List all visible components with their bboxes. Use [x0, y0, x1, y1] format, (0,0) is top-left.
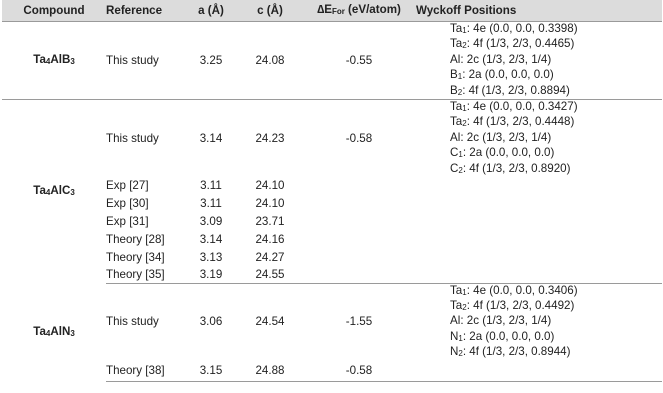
- compound-base: Ta: [33, 52, 46, 66]
- wyckoff-site-index: 2: [462, 302, 467, 312]
- wyckoff-line: [450, 115, 662, 130]
- wyckoff-element: Ta: [450, 283, 463, 297]
- formation-energy-cell: [302, 249, 416, 267]
- table-row: [2, 100, 662, 178]
- a-cell: 3.09: [199, 215, 223, 229]
- wyckoff-element: Al: [450, 52, 461, 66]
- wyckoff-element: B: [450, 68, 458, 82]
- wyckoff-position: : 4f (1/3, 2/3, 0.8894): [462, 83, 570, 97]
- wyckoff-line: [450, 330, 662, 345]
- wyckoff-position: : 2a (0.0, 0.0, 0.0): [462, 146, 555, 160]
- wyckoff-cell: [416, 361, 662, 382]
- wyckoff-position: : 4e (0.0, 0.0, 0.3427): [466, 100, 578, 114]
- wyckoff-site-index: 2: [457, 87, 463, 97]
- wyckoff-line: [450, 345, 662, 360]
- wyckoff-element: C: [450, 161, 459, 175]
- compound-sub-1: 4: [45, 187, 51, 197]
- header-compound: Compound: [2, 0, 106, 22]
- header-formation-energy: [302, 0, 416, 22]
- wyckoff-line: [450, 22, 662, 37]
- header-eform-sub: For: [331, 6, 345, 16]
- wyckoff-cell: [416, 22, 662, 100]
- lattice-parameters-table: [2, 0, 662, 382]
- wyckoff-line: [450, 146, 662, 161]
- wyckoff-site-index: 1: [458, 333, 463, 343]
- compound-mid: AlN: [50, 324, 71, 338]
- formation-energy-cell: [302, 231, 416, 249]
- wyckoff-site-index: 2: [458, 165, 463, 175]
- wyckoff-position: : 2c (1/3, 2/3, 1/4): [460, 314, 552, 328]
- formation-energy-cell: -0.58: [345, 131, 373, 145]
- wyckoff-position: : 4f (1/3, 2/3, 0.8920): [462, 161, 571, 175]
- header-wyckoff: Wyckoff Positions: [416, 0, 662, 22]
- a-cell: 3.19: [184, 267, 238, 283]
- wyckoff-site-index: 1: [462, 287, 467, 297]
- wyckoff-element: Ta: [450, 298, 463, 312]
- wyckoff-line: [450, 314, 662, 329]
- wyckoff-element: C: [450, 146, 459, 160]
- compound-base: Ta: [33, 324, 46, 338]
- table-header: [2, 0, 662, 22]
- wyckoff-cell: [416, 267, 662, 283]
- formation-energy-cell: -0.58: [302, 361, 416, 382]
- formation-energy-cell: [302, 267, 416, 283]
- compound-cell: [2, 283, 106, 382]
- a-cell: 3.11: [200, 197, 222, 211]
- compound-cell: [2, 22, 106, 100]
- wyckoff-position: : 4e (0.0, 0.0, 0.3406): [466, 283, 578, 297]
- wyckoff-site-index: 2: [458, 349, 463, 359]
- wyckoff-line: [450, 131, 662, 146]
- table-body: [2, 22, 662, 382]
- wyckoff-cell: [416, 213, 662, 231]
- wyckoff-element: Ta: [450, 37, 463, 51]
- wyckoff-line: [450, 68, 662, 83]
- wyckoff-cell: [416, 100, 662, 178]
- compound-mid: AlC: [50, 183, 71, 197]
- wyckoff-element: B: [450, 83, 458, 97]
- header-row: [2, 0, 662, 22]
- reference-cell: Exp [27]: [106, 179, 149, 193]
- compound-base: Ta: [33, 183, 46, 197]
- wyckoff-position: : 2c (1/3, 2/3, 1/4): [460, 52, 552, 66]
- compound-sub-2: 3: [70, 187, 75, 197]
- wyckoff-element: N: [450, 345, 459, 359]
- wyckoff-element: Al: [450, 314, 461, 328]
- wyckoff-element: N: [450, 329, 459, 343]
- formation-energy-cell: -0.55: [302, 22, 416, 100]
- header-eform-unit: (eV/atom): [344, 2, 401, 16]
- wyckoff-line: [450, 299, 662, 314]
- wyckoff-position: : 4f (1/3, 2/3, 0.4492): [466, 298, 575, 312]
- formation-energy-cell: [302, 213, 416, 231]
- wyckoff-element: Ta: [450, 100, 463, 114]
- wyckoff-element: Al: [450, 130, 461, 144]
- c-cell: 24.16: [255, 233, 285, 247]
- wyckoff-line: [450, 284, 662, 299]
- reference-cell: This study: [106, 22, 184, 100]
- compound-sub-1: 4: [45, 328, 51, 338]
- wyckoff-position: : 2a (0.0, 0.0, 0.0): [462, 329, 555, 343]
- c-cell: 24.10: [255, 179, 285, 193]
- c-cell: 24.88: [238, 361, 302, 382]
- wyckoff-position: : 4f (1/3, 2/3, 0.4448): [466, 115, 575, 129]
- compound-cell: [2, 100, 106, 284]
- wyckoff-position: : 4e (0.0, 0.0, 0.3398): [466, 22, 578, 35]
- wyckoff-cell: [416, 195, 662, 213]
- wyckoff-element: Ta: [450, 22, 463, 35]
- a-cell: 3.25: [184, 22, 238, 100]
- a-cell: 3.11: [200, 179, 222, 193]
- c-cell: 23.71: [255, 215, 285, 229]
- wyckoff-position: : 4f (1/3, 2/3, 0.8944): [462, 345, 571, 359]
- table-row: [2, 283, 662, 361]
- wyckoff-position: : 2a (0.0, 0.0, 0.0): [462, 68, 554, 82]
- wyckoff-cell: [416, 231, 662, 249]
- a-cell: 3.15: [184, 361, 238, 382]
- wyckoff-cell: [416, 177, 662, 195]
- wyckoff-element: Ta: [450, 115, 463, 129]
- header-a: a (Å): [184, 0, 238, 22]
- a-cell: 3.06: [199, 315, 223, 329]
- wyckoff-line: [450, 53, 662, 68]
- header-eform-delta: ∆E: [317, 2, 332, 16]
- table-row: [2, 22, 662, 100]
- a-cell: 3.14: [199, 131, 223, 145]
- c-cell: 24.08: [238, 22, 302, 100]
- wyckoff-cell: [416, 283, 662, 361]
- formation-energy-cell: [302, 177, 416, 195]
- c-cell: 24.54: [255, 315, 285, 329]
- compound-sub-2: 3: [70, 328, 75, 338]
- a-cell: 3.13: [199, 251, 223, 265]
- header-c: c (Å): [238, 0, 302, 22]
- reference-cell: This study: [106, 315, 159, 329]
- formation-energy-cell: -1.55: [345, 315, 373, 329]
- c-cell: 24.55: [238, 267, 302, 283]
- wyckoff-position: : 2c (1/3, 2/3, 1/4): [460, 130, 552, 144]
- compound-sub-1: 4: [45, 56, 51, 66]
- formation-energy-cell: [302, 195, 416, 213]
- wyckoff-line: [450, 37, 662, 52]
- compound-mid: AlB: [50, 52, 71, 66]
- reference-cell: This study: [106, 131, 159, 145]
- header-reference: Reference: [106, 0, 184, 22]
- reference-cell: Theory [35]: [106, 267, 184, 283]
- wyckoff-site-index: 1: [462, 26, 467, 35]
- c-cell: 24.23: [255, 131, 285, 145]
- wyckoff-site-index: 2: [462, 41, 467, 51]
- reference-cell: Theory [34]: [106, 251, 165, 265]
- reference-cell: Exp [31]: [106, 215, 149, 229]
- reference-cell: Exp [30]: [106, 197, 149, 211]
- wyckoff-cell: [416, 249, 662, 267]
- wyckoff-site-index: 1: [462, 104, 467, 114]
- compound-sub-2: 3: [70, 56, 75, 66]
- reference-cell: Theory [28]: [106, 233, 165, 247]
- wyckoff-line: [450, 100, 662, 115]
- wyckoff-line: [450, 162, 662, 177]
- wyckoff-position: : 4f (1/3, 2/3, 0.4465): [466, 37, 575, 51]
- reference-cell: Theory [38]: [106, 361, 184, 382]
- c-cell: 24.27: [255, 251, 285, 265]
- a-cell: 3.14: [199, 233, 223, 247]
- wyckoff-line: [450, 84, 662, 99]
- c-cell: 24.10: [255, 197, 285, 211]
- wyckoff-site-index: 1: [457, 72, 463, 82]
- wyckoff-site-index: 2: [462, 119, 467, 129]
- wyckoff-site-index: 1: [458, 150, 463, 160]
